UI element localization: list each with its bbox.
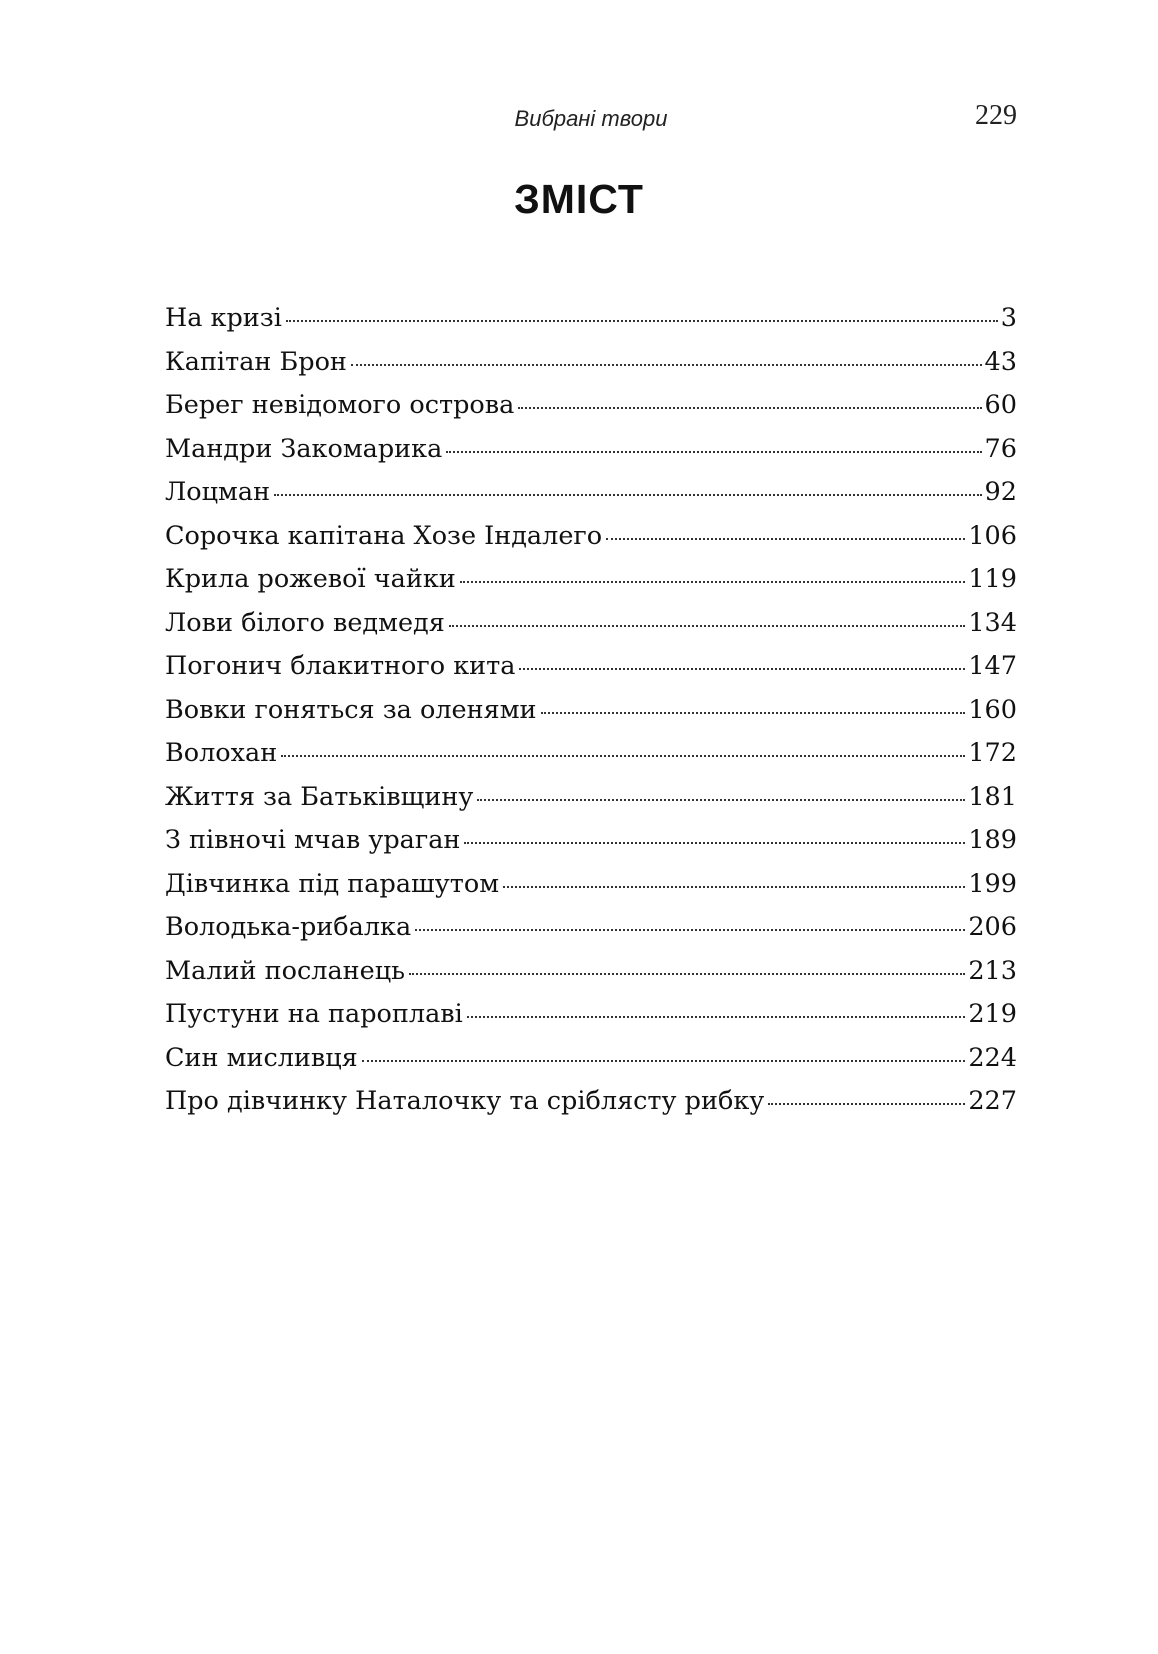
dot-leader: [446, 451, 981, 453]
toc-entry-page: 181: [968, 781, 1017, 812]
toc-entry-page: 106: [968, 520, 1017, 551]
toc-entry-title: Дівчинка під парашутом: [165, 868, 500, 899]
toc-entry-title: Життя за Батьківщину: [165, 781, 474, 812]
table-of-contents: [165, 303, 1017, 1130]
dot-leader: [467, 1016, 966, 1018]
toc-entry-page: 172: [968, 738, 1017, 768]
toc-entry-title: Малий посланець: [165, 955, 406, 986]
toc-entry-page: 160: [968, 694, 1017, 725]
dot-leader: [274, 494, 981, 496]
toc-entry: [165, 695, 1017, 739]
dot-leader: [477, 799, 965, 801]
toc-entry: [165, 999, 1017, 1043]
dot-leader: [449, 625, 966, 627]
running-title: Вибрані твори: [514, 106, 668, 131]
dot-leader: [503, 886, 965, 888]
toc-entry-title: Капітан Брон: [165, 346, 347, 377]
toc-entry-page: 60: [984, 390, 1017, 420]
toc-entry-title: Вовки гоняться за оленями: [165, 694, 537, 725]
toc-entry: [165, 1086, 1017, 1130]
toc-entry: [165, 303, 1017, 347]
toc-entry-page: 224: [968, 1042, 1017, 1073]
toc-entry-title: Мандри Закомарика: [165, 433, 443, 464]
toc-entry: [165, 782, 1017, 826]
dot-leader: [351, 364, 982, 366]
dot-leader: [464, 842, 965, 844]
dot-leader: [286, 320, 998, 322]
page-heading: ЗМІСТ: [514, 176, 644, 222]
toc-entry: [165, 347, 1017, 391]
toc-entry-page: 92: [984, 477, 1017, 507]
toc-entry-title: Син мисливця: [165, 1042, 358, 1073]
toc-entry-title: Пустуни на пароплаві: [165, 999, 463, 1029]
toc-entry: [165, 608, 1017, 652]
running-header: [165, 100, 1017, 140]
dot-leader: [541, 712, 966, 714]
toc-entry: [165, 825, 1017, 869]
toc-entry: [165, 738, 1017, 782]
toc-entry-title: З півночі мчав ураган: [165, 825, 461, 855]
toc-entry-page: 213: [968, 955, 1017, 986]
dot-leader: [460, 581, 966, 583]
dot-leader: [281, 755, 965, 757]
toc-entry: [165, 956, 1017, 1000]
toc-entry-title: Лови білого ведмедя: [165, 607, 445, 638]
toc-entry: [165, 521, 1017, 565]
toc-entry-title: На кризі: [165, 303, 282, 333]
toc-entry-page: 227: [968, 1086, 1017, 1116]
toc-entry-page: 134: [968, 607, 1017, 638]
toc-entry-page: 206: [968, 912, 1017, 942]
toc-entry-page: 199: [968, 868, 1017, 899]
dot-leader: [415, 929, 965, 931]
toc-entry-page: 147: [968, 651, 1017, 681]
dot-leader: [409, 973, 965, 975]
toc-entry: [165, 1043, 1017, 1087]
toc-entry-page: 189: [968, 825, 1017, 855]
dot-leader: [606, 538, 965, 540]
toc-entry: [165, 434, 1017, 478]
toc-entry-title: Про дівчинку Наталочку та сріблясту рибку: [165, 1086, 765, 1116]
toc-entry-title: Сорочка капітана Хозе Індалего: [165, 520, 603, 551]
dot-leader: [518, 407, 981, 409]
toc-entry-page: 3: [1000, 303, 1017, 333]
toc-entry-page: 219: [968, 999, 1017, 1029]
toc-entry-page: 43: [984, 346, 1017, 377]
toc-entry-title: Волохан: [165, 738, 278, 768]
page-number: 229: [975, 100, 1017, 131]
dot-leader: [768, 1103, 965, 1105]
toc-entry-title: Крила рожевої чайки: [165, 564, 456, 594]
toc-entry-title: Погонич блакитного кита: [165, 651, 516, 681]
toc-entry-title: Лоцман: [165, 477, 271, 507]
toc-entry: [165, 564, 1017, 608]
toc-entry: [165, 477, 1017, 521]
toc-entry: [165, 390, 1017, 434]
toc-entry-page: 119: [968, 564, 1017, 594]
dot-leader: [519, 668, 965, 670]
toc-entry-title: Володька-рибалка: [165, 912, 412, 942]
toc-entry-page: 76: [984, 433, 1017, 464]
dot-leader: [362, 1060, 966, 1062]
toc-entry: [165, 912, 1017, 956]
toc-entry-title: Берег невідомого острова: [165, 390, 515, 420]
toc-entry: [165, 869, 1017, 913]
toc-entry: [165, 651, 1017, 695]
